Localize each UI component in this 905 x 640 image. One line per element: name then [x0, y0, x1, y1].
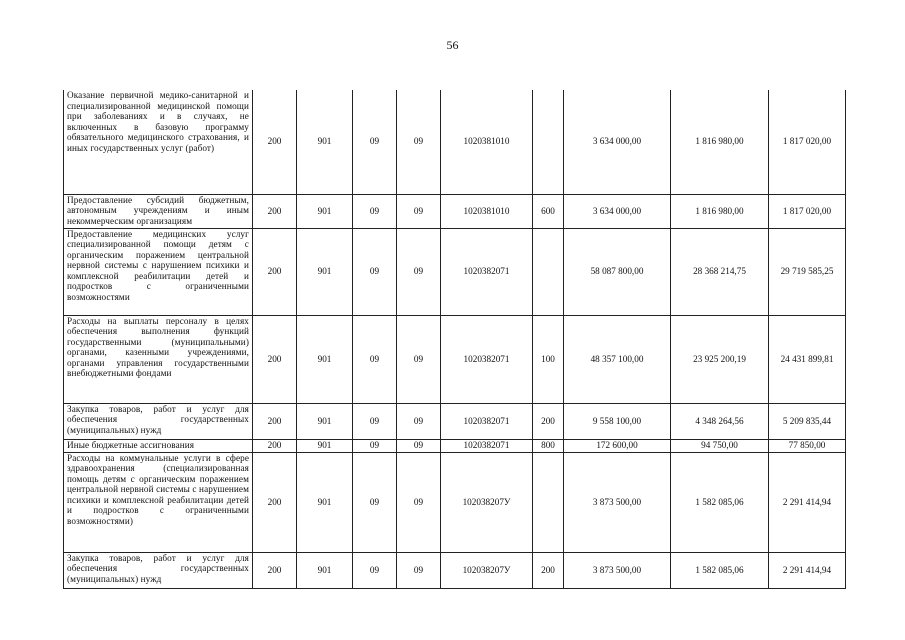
cell-section: 09: [353, 194, 397, 228]
cell-subsection: 09: [397, 552, 441, 588]
cell-ministry-code: 901: [297, 90, 353, 194]
cell-subsection: 09: [397, 315, 441, 403]
cell-code: 200: [253, 452, 297, 552]
cell-amount-executed: 1 582 085,06: [671, 552, 769, 588]
table-row: [64, 228, 846, 315]
cell-ministry-code: 901: [297, 439, 353, 452]
table-row: [64, 194, 846, 228]
cell-expense-type: 100: [533, 315, 564, 403]
cell-subsection: 09: [397, 452, 441, 552]
cell-code: 200: [253, 439, 297, 452]
row-name: Иные бюджетные ассигнования: [64, 439, 253, 452]
cell-ministry-code: 901: [297, 194, 353, 228]
cell-article: 1020382071: [441, 315, 533, 403]
cell-expense-type: 600: [533, 194, 564, 228]
cell-article: 102038207У: [441, 552, 533, 588]
cell-article: 1020382071: [441, 403, 533, 439]
row-name: Закупка товаров, работ и услуг для обеспечения государственных (муниципальных) нужд: [64, 403, 253, 439]
cell-section: 09: [353, 439, 397, 452]
row-name: Расходы на выплаты персоналу в целях обеспечения выполнения функций государственными (муниципальными) органами, казенными учреждениями, органами управления государственными внебюджетными фондами: [64, 315, 253, 403]
cell-section: 09: [353, 552, 397, 588]
page-number: 56: [446, 38, 459, 52]
cell-expense-type: 200: [533, 403, 564, 439]
cell-code: 200: [253, 315, 297, 403]
cell-amount-executed: 1 582 085,06: [671, 452, 769, 552]
cell-amount-plan: 3 873 500,00: [564, 452, 671, 552]
cell-section: 09: [353, 452, 397, 552]
cell-ministry-code: 901: [297, 552, 353, 588]
cell-code: 200: [253, 403, 297, 439]
table-row: [64, 439, 846, 452]
cell-amount-executed: 1 816 980,00: [671, 90, 769, 194]
table-row: [64, 403, 846, 439]
cell-article: 1020381010: [441, 194, 533, 228]
row-name: Закупка товаров, работ и услуг для обеспечения государственных (муниципальных) нужд: [64, 552, 253, 588]
cell-section: 09: [353, 90, 397, 194]
cell-code: 200: [253, 228, 297, 315]
cell-amount-remaining: 77 850,00: [769, 439, 846, 452]
cell-code: 200: [253, 552, 297, 588]
cell-amount-plan: 9 558 100,00: [564, 403, 671, 439]
cell-ministry-code: 901: [297, 315, 353, 403]
cell-ministry-code: 901: [297, 452, 353, 552]
cell-amount-plan: 3 634 000,00: [564, 90, 671, 194]
cell-subsection: 09: [397, 228, 441, 315]
cell-amount-remaining: 29 719 585,25: [769, 228, 846, 315]
cell-amount-plan: 3 634 000,00: [564, 194, 671, 228]
row-name: Предоставление медицинских услуг специализированной помощи детям с органическим поражением центральной нервной системы с нарушением психики и комплексной реабилитации детей и подростков с ограниченными возможностями: [64, 228, 253, 315]
cell-amount-executed: 4 348 264,56: [671, 403, 769, 439]
table-row: [64, 552, 846, 588]
cell-amount-executed: 94 750,00: [671, 439, 769, 452]
cell-amount-remaining: 2 291 414,94: [769, 452, 846, 552]
cell-amount-plan: 58 087 800,00: [564, 228, 671, 315]
cell-amount-plan: 172 600,00: [564, 439, 671, 452]
cell-ministry-code: 901: [297, 228, 353, 315]
cell-article: 1020381010: [441, 90, 533, 194]
cell-code: 200: [253, 90, 297, 194]
cell-amount-remaining: 5 209 835,44: [769, 403, 846, 439]
cell-amount-plan: 48 357 100,00: [564, 315, 671, 403]
cell-section: 09: [353, 403, 397, 439]
cell-subsection: 09: [397, 439, 441, 452]
cell-amount-executed: 28 368 214,75: [671, 228, 769, 315]
cell-amount-executed: 23 925 200,19: [671, 315, 769, 403]
cell-ministry-code: 901: [297, 403, 353, 439]
cell-expense-type: 200: [533, 552, 564, 588]
cell-subsection: 09: [397, 403, 441, 439]
cell-amount-plan: 3 873 500,00: [564, 552, 671, 588]
row-name: Предоставление субсидий бюджетным, автономным учреждениям и иным некоммерческим организациям: [64, 194, 253, 228]
cell-expense-type: 800: [533, 439, 564, 452]
cell-subsection: 09: [397, 194, 441, 228]
cell-subsection: 09: [397, 90, 441, 194]
cell-article: 1020382071: [441, 228, 533, 315]
cell-section: 09: [353, 315, 397, 403]
cell-amount-executed: 1 816 980,00: [671, 194, 769, 228]
cell-expense-type: [533, 90, 564, 194]
cell-article: 102038207У: [441, 452, 533, 552]
table-row: [64, 315, 846, 403]
row-name: Расходы на коммунальные услуги в сфере здравоохранения (специализированная помощь детям с органическим поражением центральной нервной системы с нарушением психики и комплексной реабилитации детей и подростков с ограниченными возможностями): [64, 452, 253, 552]
budget-table: [63, 90, 846, 589]
table-row: [64, 90, 846, 194]
cell-section: 09: [353, 228, 397, 315]
cell-amount-remaining: 1 817 020,00: [769, 90, 846, 194]
cell-amount-remaining: 2 291 414,94: [769, 552, 846, 588]
cell-code: 200: [253, 194, 297, 228]
cell-expense-type: [533, 228, 564, 315]
row-name: Оказание первичной медико-санитарной и специализированной медицинской помощи при заболеваниях и в случаях, не включенных в базовую программу обязательного медицинского страхования, и иных государственных услуг (работ): [64, 90, 253, 194]
table-row: [64, 452, 846, 552]
cell-expense-type: [533, 452, 564, 552]
cell-amount-remaining: 24 431 899,81: [769, 315, 846, 403]
cell-article: 1020382071: [441, 439, 533, 452]
cell-amount-remaining: 1 817 020,00: [769, 194, 846, 228]
